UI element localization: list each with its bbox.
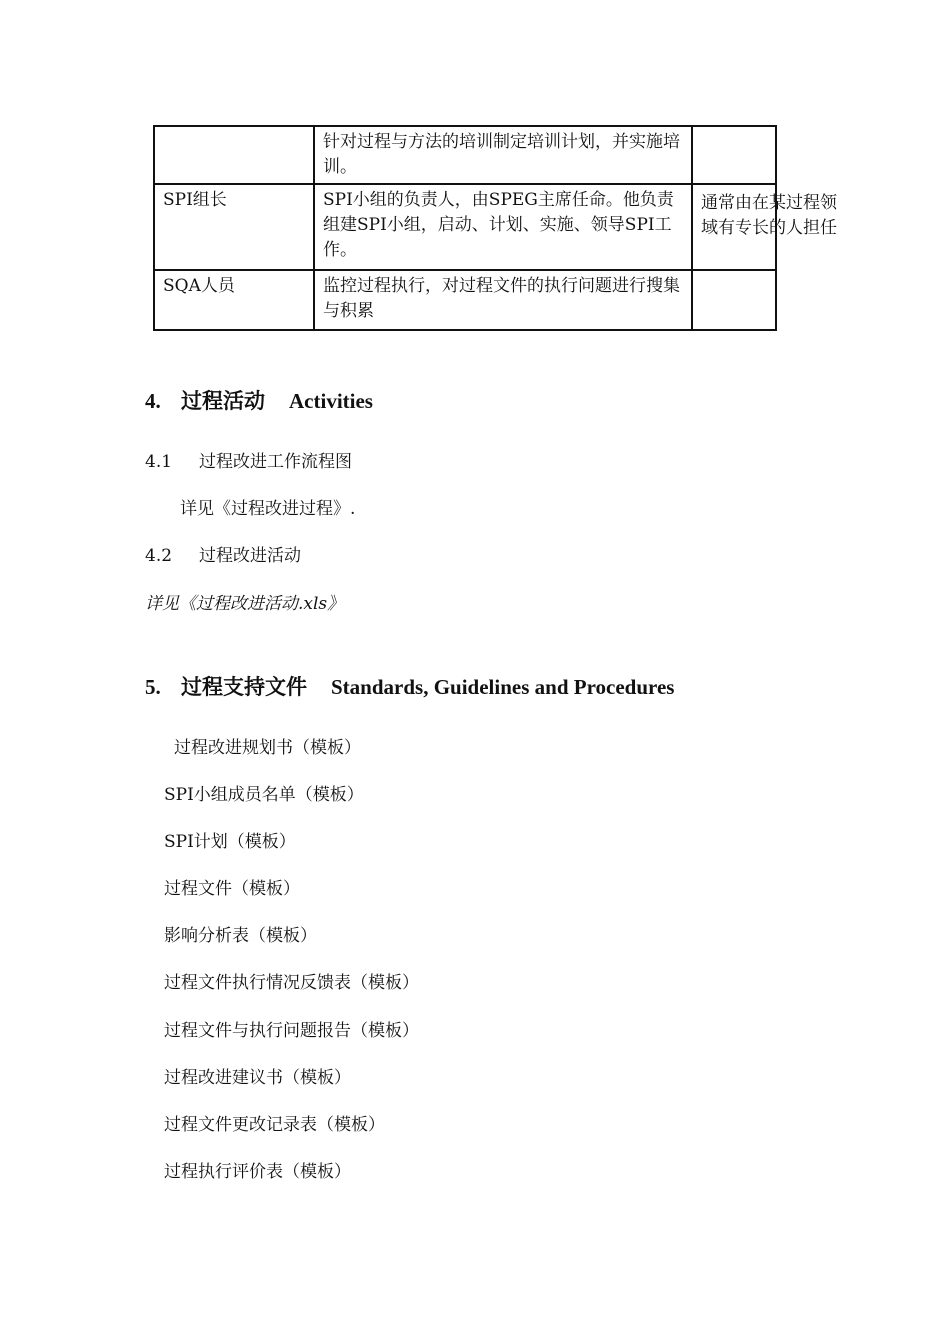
section-5-heading <box>145 671 674 701</box>
doc-list-item: 过程文件（模板） <box>164 879 300 899</box>
section-4-heading <box>145 385 373 415</box>
roles-table <box>153 125 837 331</box>
section-number: 4. <box>145 389 161 413</box>
duty-cell: 针对过程与方法的培训制定培训计划，并实施培训。 <box>314 126 692 184</box>
subsection-4-2 <box>145 541 301 566</box>
duty-cell: SPI小组的负责人，由SPEG主席任命。他负责组建SPI小组，启动、计划、实施、领导SPI工作。 <box>314 184 692 270</box>
role-cell: SQA人员 <box>154 270 314 330</box>
duty-cell: 监控过程执行，对过程文件的执行问题进行搜集与积累 <box>314 270 692 330</box>
role-cell <box>154 126 314 184</box>
note-cell <box>692 270 776 330</box>
subsection-4-1-detail: 详见《过程改进过程》. <box>180 499 356 519</box>
doc-list-item: 过程文件与执行问题报告（模板） <box>164 1021 419 1041</box>
role-cell: SPI组长 <box>154 184 314 270</box>
note-cell <box>692 126 776 184</box>
doc-list-item: 过程改进规划书（模板） <box>174 738 361 758</box>
note-text: 通常由在某过程领域有专长的人担任 <box>701 193 837 238</box>
subsection-title: 过程改进工作流程图 <box>199 452 352 472</box>
doc-list-item: 影响分析表（模板） <box>164 926 317 946</box>
subsection-4-2-detail: 详见《过程改进活动.xls》 <box>145 594 345 614</box>
doc-list-item: SPI小组成员名单（模板） <box>164 785 364 805</box>
table-row <box>154 184 776 270</box>
subsection-title: 过程改进活动 <box>199 546 301 566</box>
doc-list-item: 过程执行评价表（模板） <box>164 1162 351 1182</box>
section-title-cn: 过程活动 <box>181 389 265 413</box>
subsection-number: 4.2 <box>145 546 173 566</box>
subsection-number: 4.1 <box>145 452 173 472</box>
doc-list-item: SPI计划（模板） <box>164 832 296 852</box>
doc-list-item: 过程文件更改记录表（模板） <box>164 1115 385 1135</box>
section-number: 5. <box>145 675 161 699</box>
section-title-en: Activities <box>289 389 373 413</box>
section-title-en: Standards, Guidelines and Procedures <box>331 675 675 699</box>
note-cell <box>692 184 837 270</box>
doc-list-item: 过程文件执行情况反馈表（模板） <box>164 973 419 993</box>
table-row <box>154 270 776 330</box>
section-title-cn: 过程支持文件 <box>181 675 307 699</box>
table-row <box>154 126 776 184</box>
doc-list-item: 过程改进建议书（模板） <box>164 1068 351 1088</box>
subsection-4-1 <box>145 447 352 472</box>
